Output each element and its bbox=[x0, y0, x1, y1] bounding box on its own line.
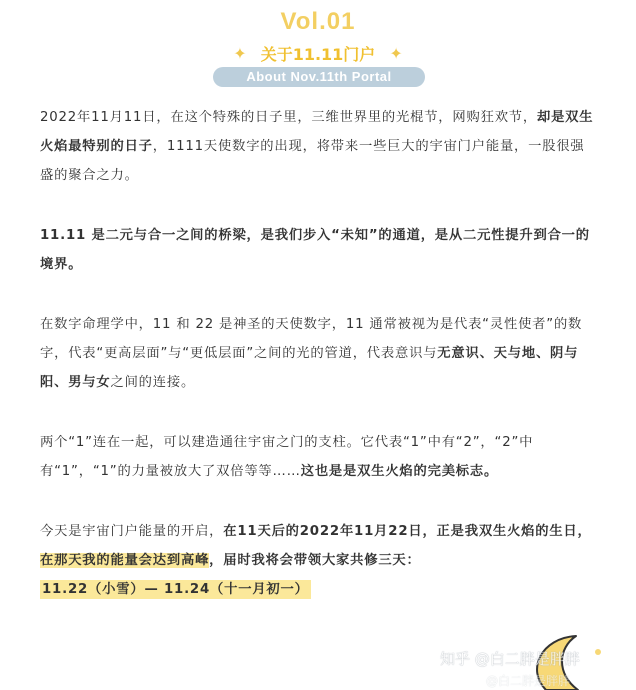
bold-phrase: 却是双生火焰最特别的日子 bbox=[40, 110, 594, 154]
paragraph-2 bbox=[40, 221, 596, 279]
paragraph-text: 之间的连接。 bbox=[110, 375, 196, 390]
highlighted-dates: 11.22（小雪）— 11.24（十一月初一） bbox=[42, 582, 309, 597]
sparkle-icon: ✦ bbox=[233, 43, 247, 63]
bold-phrase: ，届时我将会带领大家共修三天： bbox=[209, 553, 421, 568]
paragraph-5 bbox=[40, 517, 596, 604]
watermark-secondary: @白二胖是胖胖 bbox=[486, 674, 571, 688]
paragraph-text: 在数字命理学中，11 和 22 是神圣的天使数字，11 通常被视为是代表“灵性使者”的数字，代表“更高层面”与“更低层面”之间的光的管道，代表意识与 bbox=[40, 317, 583, 361]
section-subtitle: 关于11.11门户 bbox=[260, 45, 376, 64]
paragraph-3 bbox=[40, 310, 596, 397]
paragraph-text: 2022年11月11日，在这个特殊的日子里，三维世界里的光棍节，网购狂欢节， bbox=[40, 110, 537, 125]
watermark: 知乎 @白二胖是胖胖 bbox=[440, 650, 580, 668]
english-title-pill: About Nov.11th Portal bbox=[213, 67, 425, 87]
paragraph-text: 今天是宇宙门户能量的开启， bbox=[40, 524, 224, 539]
bold-phrase: 这也是是双生火焰的完美标志。 bbox=[300, 464, 499, 479]
bold-paragraph: 11.11 是二元与合一之间的桥梁，是我们步入“未知”的通道，是从二元性提升到合一的境界。 bbox=[40, 228, 590, 272]
subtitle-row bbox=[0, 42, 636, 65]
highlighted-phrase: 在那天我的能量会达到高峰 bbox=[40, 553, 210, 568]
paragraph-1 bbox=[40, 103, 596, 190]
article-body bbox=[40, 103, 596, 635]
volume-title: Vol.01 bbox=[280, 8, 356, 35]
paragraph-4 bbox=[40, 428, 596, 486]
paragraph-text: 两个“1”连在一起，可以建造通往宇宙之门的支柱。它代表“1”中有“2”，“2”中有“1”，“1”的力量被放大了双倍等等…… bbox=[40, 435, 534, 479]
bold-phrase: 无意识、天与地、阴与阳、男与女 bbox=[40, 346, 579, 390]
sparkle-icon: ✦ bbox=[389, 43, 403, 63]
paragraph-text: ，1111天使数字的出现，将带来一些巨大的宇宙门户能量，一股很强盛的聚合之力。 bbox=[40, 139, 585, 183]
bold-phrase: 在11天后的2022年11月22日，正是我双生火焰的生日， bbox=[223, 524, 592, 539]
